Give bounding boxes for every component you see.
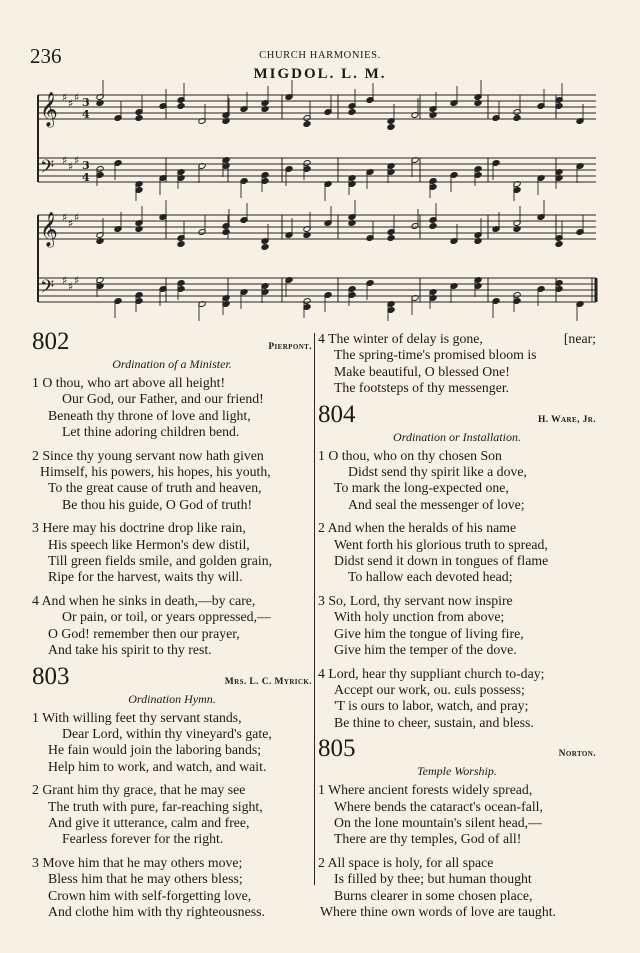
column-divider bbox=[314, 333, 315, 885]
verse-line: 2 All space is holy, for all space bbox=[318, 854, 494, 870]
verse-line: Went forth his glorious truth to spread, bbox=[334, 536, 548, 552]
treble-clef-icon: 𝄞 bbox=[40, 92, 58, 127]
hymn-number: 803 bbox=[32, 662, 70, 690]
verse-line: His speech like Hermon's dew distil, bbox=[48, 536, 250, 552]
verse-line: On the lone mountain's silent head,— bbox=[334, 814, 542, 830]
verse-line: Give him the temper of the dove. bbox=[334, 642, 517, 658]
verse-line: Ripe for the harvest, waits thy will. bbox=[48, 569, 243, 585]
verse-line: The truth with pure, far-reaching sight, bbox=[48, 798, 263, 814]
verse-line: 'T is ours to labor, watch, and pray; bbox=[334, 698, 529, 714]
treble-clef-icon: 𝄞 bbox=[40, 212, 58, 247]
verse-line: To hallow each devoted head; bbox=[348, 569, 513, 585]
stanza bbox=[318, 855, 596, 921]
hymn-subtitle: Temple Worship. bbox=[417, 764, 497, 779]
music-notation bbox=[0, 0, 640, 330]
stanza bbox=[32, 448, 312, 514]
hymn-805 bbox=[318, 735, 596, 920]
hymn-author: Norton. bbox=[558, 749, 596, 760]
stanza bbox=[32, 782, 312, 848]
note-head bbox=[303, 121, 311, 128]
hymn-subtitle: Ordination Hymn. bbox=[128, 691, 216, 706]
verse-line: And seal the messenger of love; bbox=[348, 496, 525, 512]
verse-line: O God! remember then our prayer, bbox=[48, 625, 240, 641]
verse-line: 2 Grant him thy grace, that he may see bbox=[32, 782, 246, 798]
verse-line: Our God, our Father, and our friend! bbox=[62, 391, 264, 407]
verse-line: Accept our work, ou. ɛuls possess; bbox=[334, 681, 525, 697]
sharp-icon: ♯ bbox=[62, 91, 68, 104]
note-head bbox=[177, 241, 185, 248]
stanza bbox=[318, 666, 596, 732]
verse-line: Himself, his powers, his hopes, his youth, bbox=[40, 464, 271, 480]
note-head bbox=[261, 244, 269, 251]
hymn-author: Mrs. L. C. Myrick. bbox=[224, 676, 312, 687]
verse-line: 2 And when the heralds of his name bbox=[318, 520, 517, 536]
verse-line: To the great cause of truth and heaven, bbox=[48, 480, 262, 496]
sharp-icon: ♯ bbox=[62, 211, 68, 224]
verse-line-text: 4 The winter of delay is gone, bbox=[318, 331, 483, 346]
verse-line: Help him to work, and watch, and wait. bbox=[48, 758, 267, 774]
note-head bbox=[387, 124, 395, 131]
stanza bbox=[32, 710, 312, 776]
verse-line: Make beautiful, O blessed One! bbox=[334, 363, 510, 379]
verse-line: Is filled by thee; but human thought bbox=[334, 871, 532, 887]
note-head bbox=[429, 223, 437, 230]
verse-line: Where bends the cataract's ocean-fall, bbox=[334, 798, 543, 814]
verse-line: With holy unction from above; bbox=[334, 609, 505, 625]
sharp-icon: ♯ bbox=[62, 274, 68, 287]
verse-line: Be thou his guide, O God of truth! bbox=[62, 496, 253, 512]
verse-line: 2 Since thy young servant now hath given bbox=[32, 447, 264, 463]
verse-line: Burns clearer in some chosen place, bbox=[334, 887, 533, 903]
verse-line: To mark the long-expected one, bbox=[334, 480, 509, 496]
verse-line: 3 Move him that he may others move; bbox=[32, 854, 243, 870]
verse-line: 1 O thou, who on thy chosen Son bbox=[318, 447, 502, 463]
verse-line: Dear Lord, within thy vineyard's gate, bbox=[62, 725, 272, 741]
sharp-icon: ♯ bbox=[74, 211, 80, 224]
verse-line: Bless him that he may others bless; bbox=[48, 871, 243, 887]
stanza bbox=[318, 520, 596, 586]
bass-clef-icon: 𝄢 bbox=[40, 277, 55, 302]
verse-line bbox=[318, 331, 596, 347]
hymn-author: H. Ware, Jr. bbox=[538, 414, 596, 425]
sharp-icon: ♯ bbox=[68, 160, 74, 173]
stanza bbox=[318, 593, 596, 659]
verse-line-overflow: [near; bbox=[563, 331, 596, 346]
note-head bbox=[555, 241, 563, 248]
verse-line: Crown him with self-forgetting love, bbox=[48, 887, 252, 903]
hymn-803 bbox=[32, 662, 312, 921]
note-head bbox=[135, 115, 143, 122]
stanza bbox=[318, 782, 596, 848]
page-number: 236 bbox=[30, 44, 62, 68]
verse-line: The footsteps of thy messenger. bbox=[334, 380, 510, 396]
verse-line: Didst send it down in tongues of flame bbox=[334, 553, 549, 569]
running-head: CHURCH HARMONIES. bbox=[259, 50, 381, 61]
sharp-icon: ♯ bbox=[74, 274, 80, 287]
left-column bbox=[32, 328, 312, 927]
hymn-number: 802 bbox=[32, 328, 70, 355]
stanza bbox=[32, 593, 312, 659]
verse-line: 4 And when he sinks in death,—by care, bbox=[32, 592, 256, 608]
verse-line: There are thy temples, God of all! bbox=[334, 831, 522, 847]
verse-line: 3 Here may his doctrine drop like rain, bbox=[32, 520, 246, 536]
verse-line: Be thine to cheer, sustain, and bless. bbox=[334, 714, 534, 730]
sharp-icon: ♯ bbox=[68, 97, 74, 110]
verse-line: 3 So, Lord, thy servant now inspire bbox=[318, 592, 513, 608]
note-head bbox=[513, 115, 521, 122]
time-signature-top: 3 bbox=[82, 96, 90, 109]
stanza bbox=[32, 375, 312, 441]
verse-line: And take his spirit to thy rest. bbox=[48, 642, 212, 658]
right-column bbox=[318, 331, 596, 927]
time-signature-top: 3 bbox=[82, 159, 90, 172]
verse-line: 4 Lord, hear thy suppliant church to-day; bbox=[318, 665, 545, 681]
verse-line: 1 Where ancient forests widely spread, bbox=[318, 782, 533, 798]
verse-line: Or pain, or toil, or years oppressed,— bbox=[62, 609, 271, 625]
note-head bbox=[222, 229, 230, 236]
verse-line: He fain would join the laboring bands; bbox=[48, 742, 262, 758]
verse-line: And give it utterance, calm and free, bbox=[48, 814, 250, 830]
hymn-author: Pierpont. bbox=[268, 342, 312, 352]
verse-line: Till green fields smile, and golden grain, bbox=[48, 553, 273, 569]
sharp-icon: ♯ bbox=[68, 217, 74, 230]
verse-line: Didst send thy spirit like a dove, bbox=[348, 464, 527, 480]
hymn-subtitle: Ordination or Installation. bbox=[393, 429, 521, 444]
sharp-icon: ♯ bbox=[68, 280, 74, 293]
verse-line: 1 With willing feet thy servant stands, bbox=[32, 709, 242, 725]
stanza bbox=[318, 448, 596, 514]
verse-line: Fearless forever for the right. bbox=[62, 831, 224, 847]
verse-line: Where thine own words of love are taught. bbox=[320, 903, 557, 919]
verse-line: Beneath thy throne of love and light, bbox=[48, 407, 251, 423]
tune-title: MIGDOL. L. M. bbox=[253, 66, 387, 82]
verse-line: 1 O thou, who art above all height! bbox=[32, 375, 226, 390]
bass-clef-icon: 𝄢 bbox=[40, 157, 55, 182]
hymn-subtitle: Ordination of a Minister. bbox=[112, 357, 232, 371]
note-head bbox=[387, 235, 395, 242]
hymn-804 bbox=[318, 400, 596, 732]
note-head bbox=[177, 103, 185, 110]
verse-line: Let thine adoring children bend. bbox=[62, 424, 240, 440]
time-signature-bottom: 4 bbox=[82, 171, 90, 184]
time-signature-bottom: 4 bbox=[82, 108, 90, 121]
sharp-icon: ♯ bbox=[74, 154, 80, 167]
verse-line: The spring-time's promised bloom is bbox=[334, 347, 537, 363]
stanza bbox=[32, 520, 312, 586]
sharp-icon: ♯ bbox=[62, 154, 68, 167]
hymn-802 bbox=[32, 328, 312, 659]
verse-line: Give him the tongue of living fire, bbox=[334, 625, 524, 641]
stanza-continued bbox=[318, 331, 596, 397]
sharp-icon: ♯ bbox=[74, 91, 80, 104]
note-head bbox=[348, 109, 356, 116]
hymn-number: 805 bbox=[318, 735, 356, 763]
verse-line: And clothe him with thy righteousness. bbox=[48, 903, 265, 919]
stanza bbox=[32, 855, 312, 921]
hymn-number: 804 bbox=[318, 400, 356, 428]
